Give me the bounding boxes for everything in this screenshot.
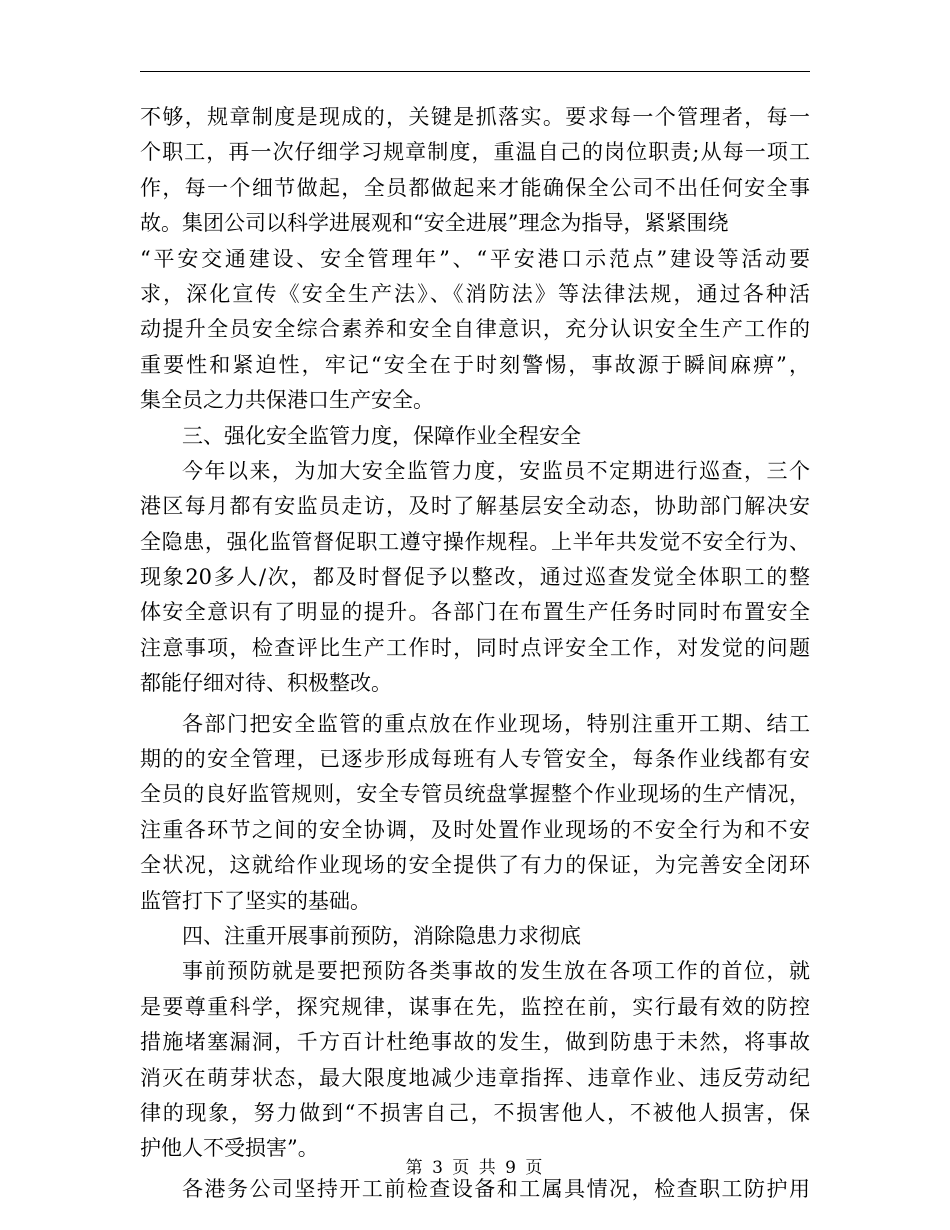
text-line: 护他人不受损害”。: [140, 1136, 319, 1161]
text-line: 现象20多人/次，都及时督促予以整改，通过巡查发觉全体职工的整: [140, 565, 810, 590]
text-line: 期的的安全管理，已逐步形成每班有人专管安全，每条作业线都有安: [140, 747, 810, 772]
text-line: 消灭在萌芽状态，最大限度地减少违章指挥、违章作业、违反劳动纪: [140, 1065, 810, 1090]
text-line: 今年以来，为加大安全监管力度，安监员不定期进行巡查，三个: [182, 458, 810, 483]
text-line: 港区每月都有安监员走访，及时了解基层安全动态，协助部门解决安: [140, 494, 810, 519]
text-line: 重要性和紧迫性，牢记“安全在于时刻警惕，事故源于瞬间麻痹”，: [140, 352, 810, 377]
text-line: 律的现象，努力做到“不损害自己，不损害他人，不被他人损害，保: [140, 1100, 810, 1125]
text-line: 作，每一个细节做起，全员都做起来才能确保全公司不出任何安全事: [140, 175, 810, 200]
text-line: 监管打下了坚实的基础。: [140, 888, 371, 913]
text-line: 个职工，再一次仔细学习规章制度，重温自己的岗位职责;从每一项工: [140, 140, 810, 165]
text-line: 故。集团公司以科学进展观和“安全进展”理念为指导，紧紧围绕: [140, 211, 729, 236]
text-line: 注意事项，检查评比生产工作时，同时点评安全工作，对发觉的问题: [140, 635, 810, 660]
page-number-footer: 第 3 页 共 9 页: [405, 1158, 545, 1178]
text-line: 各部门把安全监管的重点放在作业现场，特别注重开工期、结工: [182, 711, 810, 736]
text-line: 是要尊重科学，探究规律，谋事在先，监控在前，实行最有效的防控: [140, 994, 810, 1019]
text-line: 体安全意识有了明显的提升。各部门在布置生产任务时同时布置安全: [140, 600, 810, 625]
text-line: 全员的良好监管规则，安全专管员统盘掌握整个作业现场的生产情况，: [140, 782, 810, 807]
text-line: “平安交通建设、安全管理年”、“平安港口示范点”建设等活动要: [140, 246, 810, 271]
text-line: 动提升全员安全综合素养和安全自律意识，充分认识安全生产工作的: [140, 317, 810, 342]
text-line: 注重各环节之间的安全协调，及时处置作业现场的不安全行为和不安: [140, 817, 810, 842]
text-line: 三、强化安全监管力度，保障作业全程安全: [182, 423, 581, 448]
text-line: 都能仔细对待、积极整改。: [140, 671, 392, 696]
text-line: 四、注重开展事前预防，消除隐患力求彻底: [182, 923, 581, 948]
text-line: 措施堵塞漏洞，千方百计杜绝事故的发生，做到防患于未然，将事故: [140, 1030, 810, 1055]
text-line: 全隐患，强化监管督促职工遵守操作规程。上半年共发觉不安全行为、: [140, 529, 810, 554]
text-line: 不够，规章制度是现成的，关键是抓落实。要求每一个管理者，每一: [140, 105, 810, 129]
text-line: 各港务公司坚持开工前检查设备和工属具情况，检查职工防护用: [182, 1176, 810, 1201]
text-line: 集全员之力共保港口生产安全。: [140, 388, 434, 413]
text-line: 全状况，这就给作业现场的安全提供了有力的保证，为完善安全闭环: [140, 853, 810, 878]
text-line: 求，深化宣传《安全生产法》、《消防法》等法律法规，通过各种活: [140, 281, 810, 306]
text-line: 事前预防就是要把预防各类事故的发生放在各项工作的首位，就: [182, 959, 810, 984]
header-rule: [140, 71, 810, 72]
document-body: [140, 100, 810, 1207]
